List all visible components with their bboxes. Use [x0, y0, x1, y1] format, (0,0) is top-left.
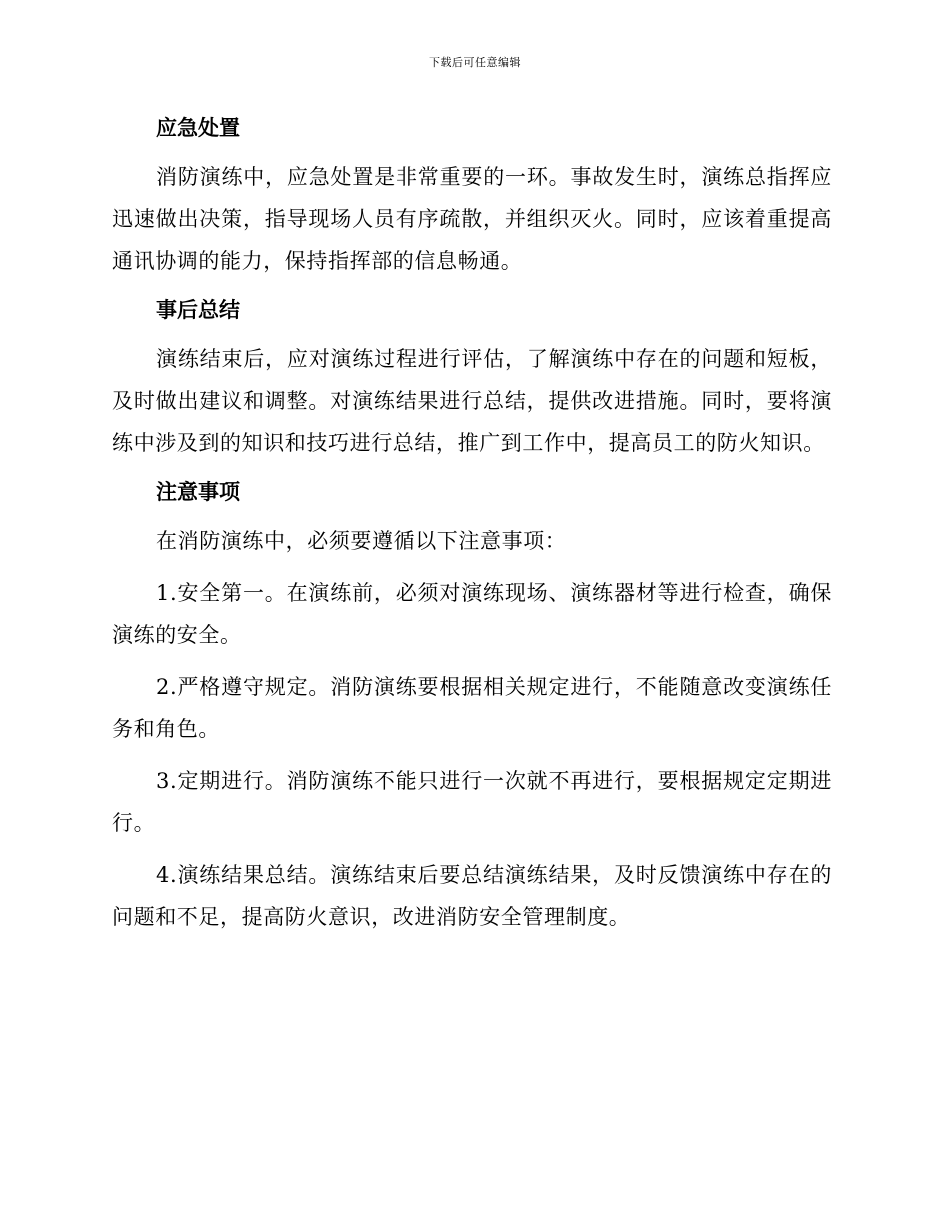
list-item: 4.演练结果总结。演练结束后要总结演练结果，及时反馈演练中存在的问题和不足，提高防火意识，改进消防安全管理制度。	[112, 863, 832, 929]
paragraph: 消防演练中，应急处置是非常重要的一环。事故发生时，演练总指挥应迅速做出决策，指导现场人员有序疏散，并组织灭火。同时，应该着重提高通讯协调的能力，保持指挥部的信息畅通。	[112, 165, 832, 273]
paragraph: 演练结束后，应对演练过程进行评估，了解演练中存在的问题和短板，及时做出建议和调整。对演练结果进行总结，提供改进措施。同时，要将演练中涉及到的知识和技巧进行总结，推广到工作中，提高员工的防火知识。	[112, 347, 832, 455]
section-emergency-response	[112, 110, 832, 282]
paragraph: 在消防演练中，必须要遵循以下注意事项：	[156, 529, 567, 553]
section-heading: 应急处置	[156, 116, 240, 140]
list-item: 3.定期进行。消防演练不能只进行一次就不再进行，要根据规定定期进行。	[112, 769, 832, 835]
list-item: 1.安全第一。在演练前，必须对演练现场、演练器材等进行检查，确保演练的安全。	[112, 581, 832, 647]
section-post-drill-summary	[112, 292, 832, 464]
page-header: 下载后可任意编辑	[429, 56, 521, 69]
section-precautions	[112, 474, 832, 938]
section-heading: 注意事项	[156, 480, 240, 504]
list-item: 2.严格遵守规定。消防演练要根据相关规定进行，不能随意改变演练任务和角色。	[112, 675, 832, 741]
document-body	[112, 110, 832, 948]
section-heading: 事后总结	[156, 298, 240, 322]
